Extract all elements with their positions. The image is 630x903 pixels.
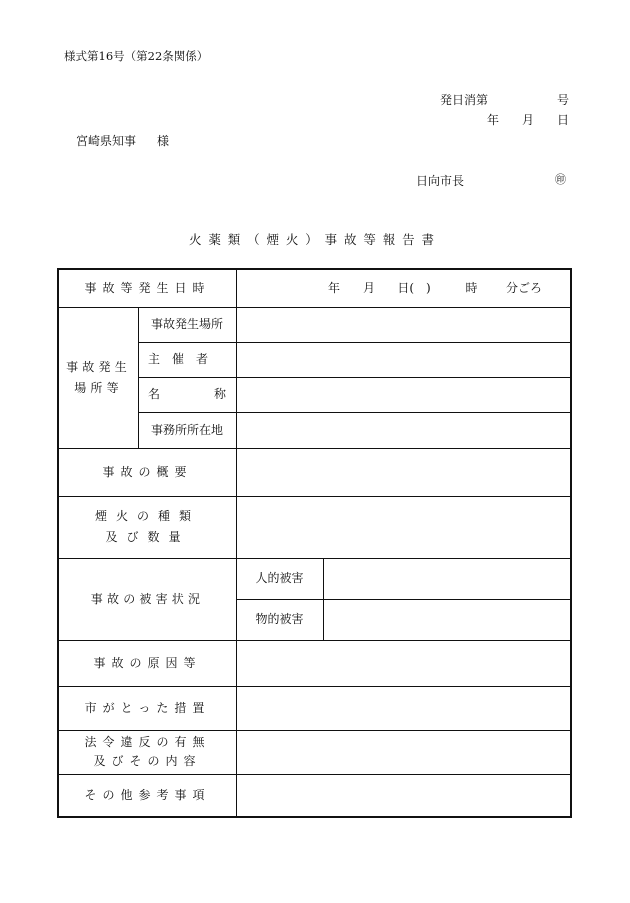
sender-title: 日向市長 bbox=[416, 174, 465, 188]
label-incident-cause: 事故の原因等 bbox=[93, 655, 202, 670]
label-name-part-b: 称 bbox=[213, 387, 226, 401]
date-month-label: 月 bbox=[522, 113, 535, 127]
label-name-block bbox=[138, 377, 236, 412]
addressee-honorific: 様 bbox=[157, 134, 170, 148]
date-year-label: 年 bbox=[487, 113, 500, 127]
seal-mark: ㊞ bbox=[555, 173, 566, 186]
label-incident-site: 事故発生場所 bbox=[150, 317, 223, 331]
label-office-address: 事務所所在地 bbox=[150, 422, 223, 437]
datetime-hour-label: 時 bbox=[465, 281, 478, 295]
label-column-divider bbox=[236, 270, 237, 816]
label-name-part-a: 名 bbox=[148, 387, 161, 401]
label-incident-summary: 事故の概要 bbox=[102, 464, 193, 479]
document-title: 火薬類（煙火）事故等報告書 bbox=[189, 232, 441, 247]
label-legal-violation-line2: 及びその内容 bbox=[93, 754, 202, 768]
datetime-month-label: 月 bbox=[362, 281, 375, 295]
damage-sub-divider bbox=[323, 558, 324, 640]
label-fireworks-type-line2: 及び数量 bbox=[105, 530, 190, 544]
label-legal-violation-line1: 法令違反の有無 bbox=[84, 734, 211, 749]
form-number: 様式第16号（第22条関係） bbox=[64, 49, 209, 63]
label-human-damage: 人的被害 bbox=[255, 571, 304, 585]
document-number-prefix: 発日消第 bbox=[440, 93, 489, 107]
datetime-minute-label: 分ごろ bbox=[505, 281, 542, 295]
date-day-label: 日 bbox=[557, 113, 570, 127]
label-damage-status: 事故の被害状況 bbox=[90, 591, 205, 606]
addressee-name: 宮崎県知事 bbox=[76, 134, 137, 148]
label-fireworks-type-line1: 煙火の種類 bbox=[94, 509, 200, 523]
label-incident-location-line2: 場所等 bbox=[74, 380, 123, 395]
label-other-references: その他参考事項 bbox=[84, 787, 211, 802]
label-fireworks-type-block bbox=[59, 496, 236, 558]
label-incident-location-line1: 事故発生 bbox=[66, 359, 131, 374]
label-incident-datetime: 事故等発生日時 bbox=[84, 281, 211, 295]
label-city-measures: 市がとった措置 bbox=[84, 700, 211, 715]
document-number-suffix: 号 bbox=[557, 93, 570, 107]
datetime-year-label: 年 bbox=[327, 281, 340, 295]
report-table bbox=[57, 268, 572, 818]
label-incident-location-block bbox=[59, 307, 138, 448]
datetime-day-label: 日( ) bbox=[397, 281, 431, 295]
label-property-damage: 物的被害 bbox=[255, 612, 304, 626]
label-organizer: 主 催 者 bbox=[148, 352, 209, 366]
label-legal-violation-block bbox=[59, 730, 236, 774]
